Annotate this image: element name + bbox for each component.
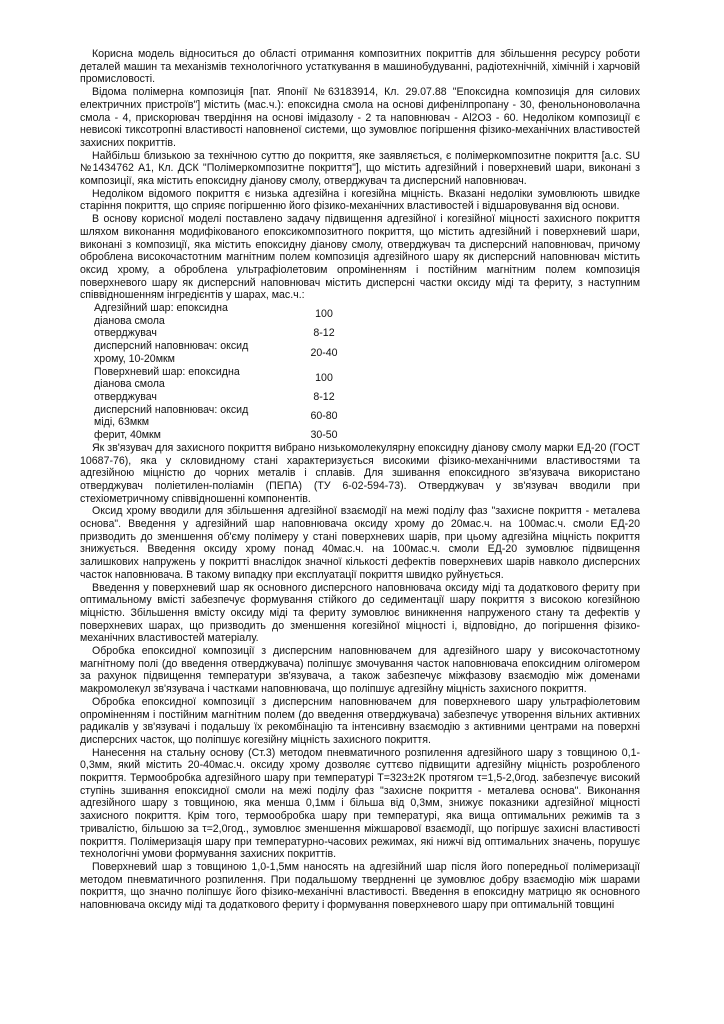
paragraphs-top — [80, 48, 640, 302]
ingredient-value: 20-40 — [310, 346, 338, 359]
ingredient-value: 100 — [315, 308, 333, 321]
table-row — [94, 327, 384, 340]
paragraph: Недоліком відомого покриття є низька адгезійна і когезійна міцність. Вказані недоліки зумовлюють швидке старіння покриття, що сприяє погіршенню його фізико-механічних властивостей і відшаровування від основи. — [80, 187, 640, 213]
table-row — [94, 429, 384, 442]
ingredient-value: 8-12 — [313, 390, 335, 403]
ingredient-name: Поверхневий шар: епоксидна діанова смола — [94, 365, 240, 391]
ingredient-name: дисперсний наповнювач: оксид хрому, 10-20мкм — [94, 340, 249, 365]
paragraph: Нанесення на стальну основу (Ст.3) методом пневматичного розпилення адгезійного шару з товщиною 0,1-0,3мм, який містить 20-40мас.ч. оксиду хрому дозволяє суттєво підвищити адгезійну міцність розробленого покриття. Термообробка адгезійного шару при температурі Т=323±2К протягом τ=1,5-2,0год. забезпечує високий ступінь зшивання епоксидної смоли на межі поділу фаз "захисне покриття - металева основа". Виконання адгезійного шару з товщиною, яка менша 0,1мм і більша від 0,3мм, знижує показники адгезійної міцності захисного покриття. Крім того, термообробка шару при температурі, яка вища оптимальних режимів та з тривалістю, більшою за τ=2,0год., зумовлює зменшення міжшарової взаємодії, що погіршує захисні властивості покриття. Полімеризація шару при температурно-часових режимах, які нижчі від оптимальних значень, порушує технологічні умови формування захисних покриттів. — [80, 746, 640, 861]
document-page — [80, 48, 640, 912]
table-row — [94, 391, 384, 404]
table-row — [94, 366, 384, 391]
paragraph: Корисна модель відноситься до області отримання композитних покриттів для збільшення ресурсу роботи деталей машин та механізмів технологічного устаткування в машинобудуванні, радіотехнічній, хімічній і харчовій промисловості. — [80, 48, 640, 86]
composition-table — [94, 302, 384, 442]
ingredient-value: 100 — [315, 371, 333, 384]
paragraphs-bottom — [80, 442, 640, 912]
ingredient-name: Адгезійний шар: епоксидна діанова смола — [94, 302, 228, 327]
paragraph: Поверхневий шар з товщиною 1,0-1,5мм наносять на адгезійний шар після його попередньої полімеризації методом пневматичного розпилення. При подальшому твердненні це зумовлює добру взаємодію між шарами покриття, що значно поліпшує його фізико-механічні властивості. Введення в епоксидну матрицю як основного наповнювача оксиду міді та додаткового фериту і формування поверхневого шару при оптимальній товщині — [80, 861, 640, 912]
paragraph: Оксид хрому вводили для збільшення адгезійної взаємодії на межі поділу фаз "захисне покриття - металева основа". Введення у адгезійний шар наповнювача оксиду хрому до 20мас.ч. на 100мас.ч. смоли ЕД-20 призводить до зменшення об'єму полімеру у стані поверхневих шарів, при цьому адгезійна міцність покриття знижується. Введення оксиду хрому понад 40мас.ч. на 100мас.ч. смоли ЕД-20 зумовлює підвищення залишкових напружень у покритті внаслідок значної кількості дефектів поверхневих шарів навколо дисперсних часток наповнювача. В такому випадку при експлуатації покриття швидко руйнується. — [80, 505, 640, 581]
paragraph: Як зв'язувач для захисного покриття вибрано низькомолекулярну епоксидну діанову смолу марки ЕД-20 (ГОСТ 10687-76), яка у скловидному стані характеризується високими фізико-механічними властивостями та адгезійною міцністю до чорних металів і сплавів. Для зшивання епоксидного зв'язувача використано отверджувач поліетилен-поліамін (ПЕПА) (ТУ 6-02-594-73). Отверджувач у зв'язувач вводили при стехіометричному співвідношенні компонентів. — [80, 441, 640, 505]
ingredient-name: отверджувач — [94, 327, 157, 340]
table-row — [94, 404, 384, 429]
ingredient-value: 8-12 — [313, 327, 335, 340]
paragraph: Найбільш близькою за технічною суттю до покриття, яке заявляється, є полімеркомпозитне покриття [а.с. SU №1434762 А1, Кл. ДСК "Полімеркомпозитне покриття"], що містить адгезійний і поверхневий шари, виконані з композиції, яка містить епоксидну діанову смолу, отверджувач та дисперсний наповнювач. — [80, 149, 640, 188]
ingredient-name: ферит, 40мкм — [94, 429, 161, 442]
ingredient-name: дисперсний наповнювач: оксид міді, 63мкм — [94, 403, 249, 429]
paragraph: Введення у поверхневий шар як основного дисперсного наповнювача оксиду міді та додаткового фериту при оптимальному вмісті забезпечує формування стійкого до седиментації шару покриття з високою когезійною міцністю. Збільшення вмісту оксиду міді та фериту зумовлює виникнення напруженого стану та дефектів у поверхневих шарах, що призводить до зменшення когезійної міцності і, відповідно, до погіршення фізико-механічних властивостей матеріалу. — [80, 581, 640, 645]
ingredient-name: отверджувач — [94, 390, 157, 403]
table-row — [94, 340, 384, 365]
ingredient-value: 60-80 — [310, 410, 338, 423]
ingredient-value: 30-50 — [310, 429, 338, 442]
paragraph: Обробка епоксидної композиції з дисперсним наповнювачем для поверхневого шару ультрафіолетовим опроміненням і постійним магнітним полем (до введення отверджувача) забезпечує утворення вільних активних радикалів у зв'язувачі і подальшу їх рекомбінацію та інтенсивну взаємодію з активними центрами на поверхні дисперсних часток, що поліпшує когезійну міцність захисного покриття. — [80, 695, 640, 746]
table-row — [94, 302, 384, 327]
paragraph: В основу корисної моделі поставлено задачу підвищення адгезійної і когезійної міцності захисного покриття шляхом виконання модифікованого епоксикомпозитного покриття, що містить адгезійний і поверхневий шари, виконані з композиції, яка містить епоксидну діанову смолу, отверджувач та дисперсний наповнювач, причому оброблена високочастотним магнітним полем композиція адгезійного шару як дисперсний наповнювач містить оксид хрому, а оброблена ультрафіолетовим опроміненням і постійним магнітним полем композиція поверхневого шару як дисперсний наповнювач містить дисперсні частки оксиду міді та фериту, з наступним співвідношенням інгредієнтів у шарах, мас.ч.: — [80, 213, 640, 302]
paragraph: Відома полімерна композиція [пат. Японії №63183914, Кл. 29.07.88 "Епоксидна композиція для силових електричних пристроїв"] містить (мас.ч.): епоксидна смола на основі дифенілпропану - 30, фенольноноволачна смола - 4, прискорювач твердіння на основі імідазолу - 2 та наповнювач - Al2O3 - 60. Недоліком композиції є невисокі тиксотропні властивості наповненої системи, що зумовлює погіршення фізико-механічних властивостей захисних покриттів. — [80, 86, 640, 149]
paragraph: Обробка епоксидної композиції з дисперсним наповнювачем для адгезійного шару у високочастотному магнітному полі (до введення отверджувача) поліпшує змочування часток наповнювача епоксидним олігомером за рахунок підвищення температури зв'язувача, а також забезпечує міжфазову взаємодію між доменами макромолекул зв'язувача і частками наповнювача, що поліпшує адгезійну міцність захисного покриття. — [80, 645, 640, 696]
